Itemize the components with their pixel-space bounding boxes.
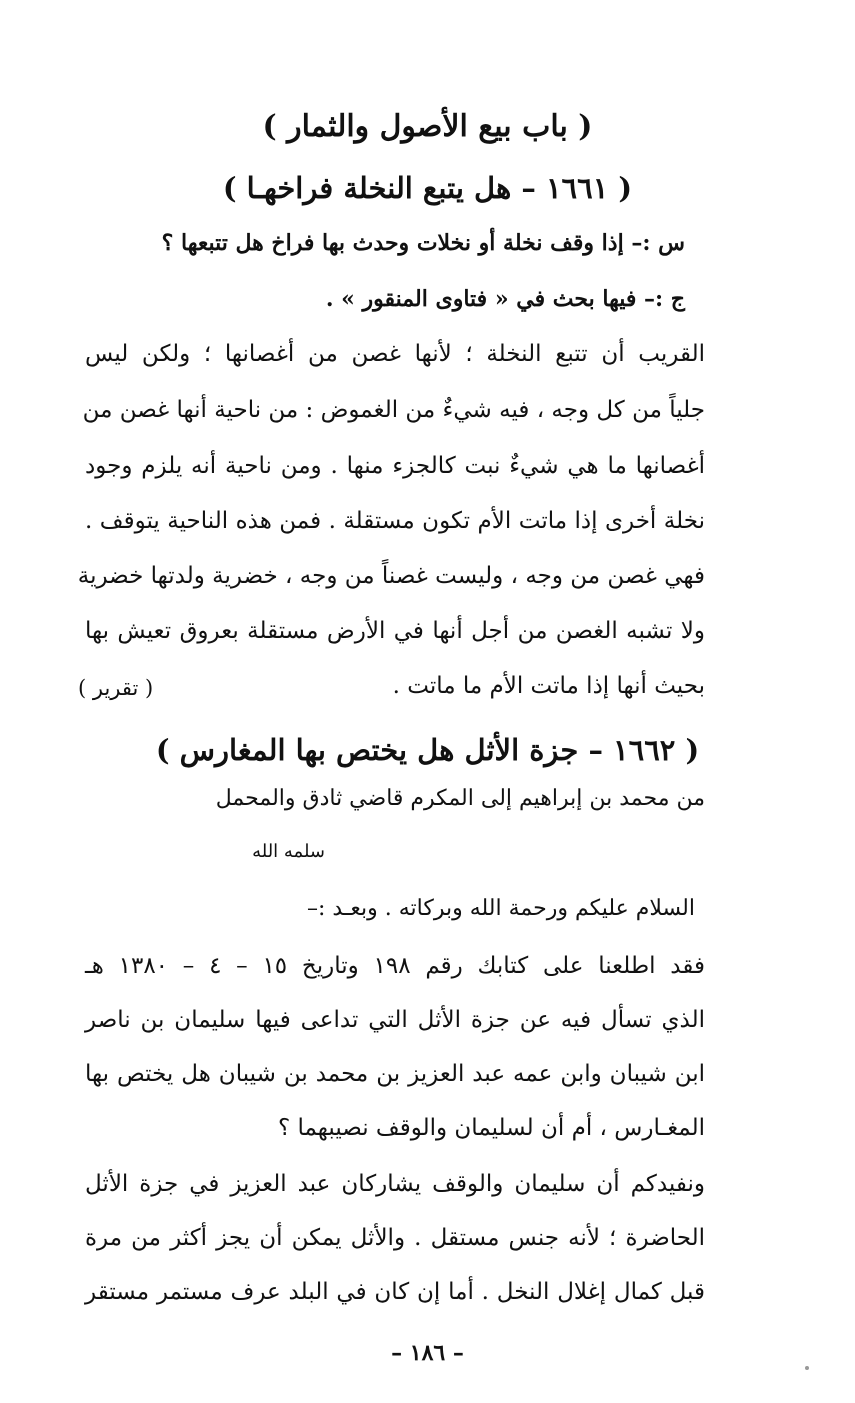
section-1662-heading: ( ١٦٦٢ – جزة الأثل هل يختص بها المغارس ) bbox=[155, 733, 700, 767]
letter-line: الحاضرة ؛ لأنه جنس مستقل . والأثل يمكن أن يجز أكثر من مرة bbox=[85, 1225, 705, 1251]
question-line: س :– إذا وقف نخلة أو نخلات وحدث بها فراخ هل تتبعها ؟ bbox=[161, 230, 685, 256]
page-number: – ١٨٦ – bbox=[391, 1340, 464, 1366]
letter-line: الذي تسأل فيه عن جزة الأثل التي تداعى فيها سليمان بن ناصر bbox=[85, 1007, 705, 1033]
letter-line: ابن شيبان وابن عمه عبد العزيز بن محمد بن شيبان هل يختص بها bbox=[85, 1061, 705, 1087]
source-note: ( تقرير ) bbox=[78, 676, 154, 700]
paragraph-line: فهي غصن من وجه ، وليست غصناً من وجه ، خضرية ولدتها خضرية bbox=[77, 563, 705, 589]
scan-speck bbox=[805, 1366, 809, 1370]
chapter-title: ( باب بيع الأصول والثمار ) bbox=[262, 109, 593, 144]
section-1661-heading: ( ١٦٦١ – هل يتبع النخلة فراخهـا ) bbox=[222, 171, 633, 205]
letter-greeting: السلام عليكم ورحمة الله وبركاته . وبعـد :– bbox=[307, 896, 695, 921]
paragraph-line: القريب أن تتبع النخلة ؛ لأنها غصن من أغصانها ؛ ولكن ليس bbox=[85, 341, 705, 367]
paragraph-line: أغصانها ما هي شيءٌ نبت كالجزء منها . ومن ناحية أنه يلزم وجود bbox=[85, 453, 705, 479]
letter-line: فقد اطلعنا على كتابك رقم ١٩٨ وتاريخ ١٥ – ٤ – ١٣٨٠ هـ bbox=[85, 953, 706, 979]
paragraph-line: جلياً من كل وجه ، فيه شيءٌ من الغموض : من ناحية أنها غصن من bbox=[82, 397, 705, 423]
paragraph-line: بحيث أنها إذا ماتت الأم ما ماتت . bbox=[392, 673, 705, 699]
letter-line: ونفيدكم أن سليمان والوقف يشاركان عبد العزيز في جزة الأثل bbox=[85, 1171, 705, 1197]
letter-sender: من محمد بن إبراهيم إلى المكرم قاضي ثادق والمحمل bbox=[215, 786, 705, 811]
letter-line: قبل كمال إغلال النخل . أما إن كان في البلد عرف مستمر مستقر bbox=[85, 1279, 705, 1305]
paragraph-line: نخلة أخرى إذا ماتت الأم تكون مستقلة . فمن هذه الناحية يتوقف . bbox=[85, 508, 705, 534]
paragraph-line: ولا تشبه الغصن من أجل أنها في الأرض مستقلة بعروق تعيش بها bbox=[85, 618, 705, 644]
answer-line: ج :– فيها بحث في « فتاوى المنقور » . bbox=[325, 286, 685, 312]
letter-salutation: سلمه الله bbox=[252, 841, 325, 862]
letter-line: المغـارس ، أم أن لسليمان والوقف نصيبهما ؟ bbox=[277, 1115, 705, 1141]
